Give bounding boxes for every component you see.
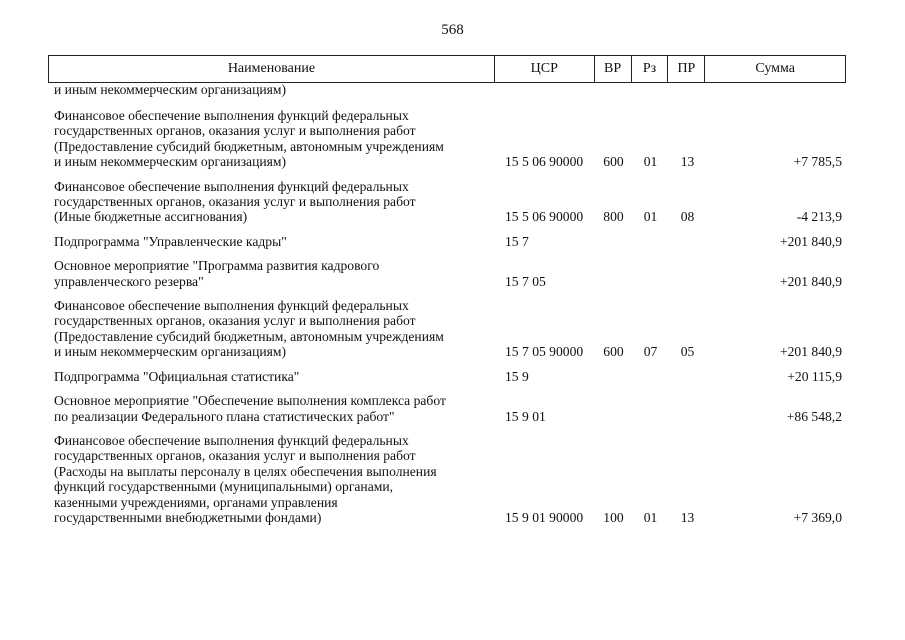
row-name-line: (Предоставление субсидий бюджетным, автономным учреждениям (54, 328, 444, 344)
row-rz: 01 (643, 509, 658, 525)
row-vr: 800 (603, 209, 624, 225)
row-name-line: по реализации Федерального плана статистических работ" (54, 408, 395, 424)
row-vr: 600 (603, 154, 624, 170)
row-csr: 15 5 06 90000 (505, 209, 584, 225)
row-name (48, 179, 495, 225)
row-csr: 15 7 (505, 233, 529, 249)
row-name (48, 108, 495, 170)
row-vr: 100 (603, 509, 624, 525)
row-name (48, 234, 495, 249)
table-body (48, 83, 846, 525)
row-name (48, 433, 495, 525)
table-rows (48, 108, 846, 525)
row-csr: 15 9 (505, 368, 529, 384)
row-sum: +7 369,0 (793, 509, 842, 525)
header-csr: ЦСР (495, 56, 595, 82)
row-csr: 15 9 01 (505, 408, 546, 424)
row-sum: +20 115,9 (787, 368, 842, 384)
row-sum: +201 840,9 (779, 344, 842, 360)
row-name-line: государственных органов, оказания услуг и выполнения работ (54, 313, 416, 329)
row-name-line: Основное мероприятие "Обеспечение выполнения комплекса работ (54, 393, 446, 409)
row-name-line: функций государственными (муниципальными) органами, (54, 479, 394, 495)
row-name-line: государственных органов, оказания услуг и выполнения работ (54, 123, 416, 139)
row-csr: 15 7 05 (505, 273, 546, 289)
header-name: Наименование (49, 56, 495, 82)
table-row (48, 433, 846, 525)
row-name-line: управленческого резерва" (54, 273, 204, 289)
row-rz: 07 (643, 344, 658, 360)
row-name-line: Финансовое обеспечение выполнения функций федеральных (54, 298, 409, 314)
row-name-line: Подпрограмма "Управленческие кадры" (54, 233, 287, 249)
row-csr: 15 7 05 90000 (505, 344, 584, 360)
row-name (48, 298, 495, 360)
row-sum: +201 840,9 (779, 273, 842, 289)
row-name (48, 258, 495, 289)
row-name-line: (Предоставление субсидий бюджетным, автономным учреждениям (54, 138, 444, 154)
row-name-line: государственных органов, оказания услуг и выполнения работ (54, 448, 416, 464)
table-row (48, 393, 846, 424)
table-row (48, 369, 846, 384)
row-rz: 01 (643, 209, 658, 225)
row-name-line: Финансовое обеспечение выполнения функций федеральных (54, 432, 409, 448)
row-name-line: (Иные бюджетные ассигнования) (54, 209, 248, 225)
row-name-line: государственными внебюджетными фондами) (54, 509, 322, 525)
row-name-line: Финансовое обеспечение выполнения функций федеральных (54, 108, 409, 123)
continuation-line: и иным некоммерческим организациям) (54, 82, 287, 97)
row-pr: 13 (680, 154, 695, 170)
row-name-line: Финансовое обеспечение выполнения функций федеральных (54, 178, 409, 194)
table-row (48, 298, 846, 360)
row-name (48, 393, 495, 424)
row-name-line: государственных органов, оказания услуг и выполнения работ (54, 194, 416, 210)
row-vr: 600 (603, 344, 624, 360)
row-sum: +86 548,2 (786, 408, 842, 424)
row-name-line: Подпрограмма "Официальная статистика" (54, 368, 300, 384)
row-sum: -4 213,9 (796, 209, 842, 225)
row-name-line: Основное мероприятие "Программа развития кадрового (54, 258, 380, 274)
table-header (48, 55, 846, 83)
budget-table (48, 55, 846, 525)
row-name-line: и иным некоммерческим организациям) (54, 344, 287, 360)
header-rz: Рз (632, 56, 669, 82)
row-rz: 01 (643, 154, 658, 170)
table-row (48, 234, 846, 249)
table-row (48, 258, 846, 289)
row-name-line: и иным некоммерческим организациям) (54, 154, 287, 170)
header-sum: Сумма (755, 61, 795, 76)
table-row (48, 108, 846, 170)
table-row (48, 179, 846, 225)
row-csr: 15 9 01 90000 (505, 509, 584, 525)
page-number: 568 (441, 22, 464, 38)
row-pr: 08 (680, 209, 695, 225)
row-name-line: казенными учреждениями, органами управления (54, 494, 338, 510)
header-pr: ПР (668, 56, 705, 82)
row-pr: 05 (680, 344, 695, 360)
row-csr: 15 5 06 90000 (505, 154, 584, 170)
header-vr: ВР (595, 56, 632, 82)
row-name (48, 369, 495, 384)
row-sum: +201 840,9 (779, 233, 842, 249)
row-name-line: (Расходы на выплаты персоналу в целях обеспечения выполнения (54, 463, 437, 479)
row-sum: +7 785,5 (793, 154, 842, 170)
row-pr: 13 (680, 509, 695, 525)
